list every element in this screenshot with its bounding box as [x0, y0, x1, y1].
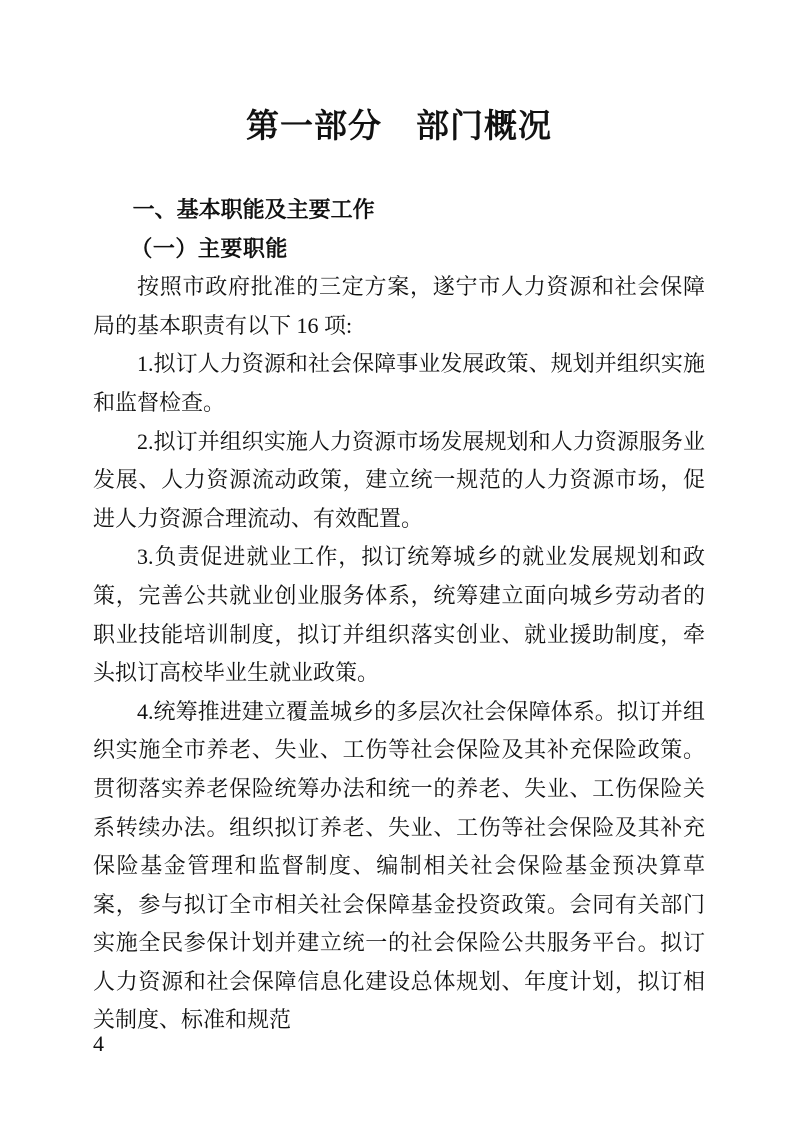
section-heading: 一、基本职能及主要工作 — [132, 197, 375, 222]
document-title: 第一部分 部门概况 — [246, 107, 552, 144]
paragraph-duty-4: 4.统筹推进建立覆盖城乡的多层次社会保障体系。拟订并组织实施全市养老、失业、工伤等社会保险及其补充保险政策。贯彻落实养老保险统筹办法和统一的养老、失业、工伤保险关系转续办法。组织拟订养老、失业、工伤等社会保险及其补充保险基金管理和监督制度、编制相关社会保险基金预决算草案，参与拟订全市相关社会保障基金投资政策。会同有关部门实施全民参保计划并建立统一的社会保险公共服务平台。拟订人力资源和社会保障信息化建设总体规划、年度计划，拟订相关制度、标准和规范 — [93, 698, 705, 1033]
paragraph-intro: 按照市政府批准的三定方案，遂宁市人力资源和社会保障局的基本职责有以下 16 项: — [93, 274, 705, 338]
subsection-heading: （一）主要职能 — [130, 235, 288, 261]
page-number: 4 — [93, 1031, 104, 1056]
paragraph-duty-3: 3.负责促进就业工作，拟订统筹城乡的就业发展规划和政策，完善公共就业创业服务体系，统筹建立面向城乡劳动者的职业技能培训制度，拟订并组织落实创业、就业援助制度，牵头拟订高校毕业生就业政策。 — [93, 544, 705, 686]
paragraph-duty-2: 2.拟订并组织实施人力资源市场发展规划和人力资源服务业发展、人力资源流动政策，建立统一规范的人力资源市场，促进人力资源合理流动、有效配置。 — [93, 428, 705, 531]
paragraph-duty-1: 1.拟订人力资源和社会保障事业发展政策、规划并组织实施和监督检查。 — [93, 351, 705, 415]
